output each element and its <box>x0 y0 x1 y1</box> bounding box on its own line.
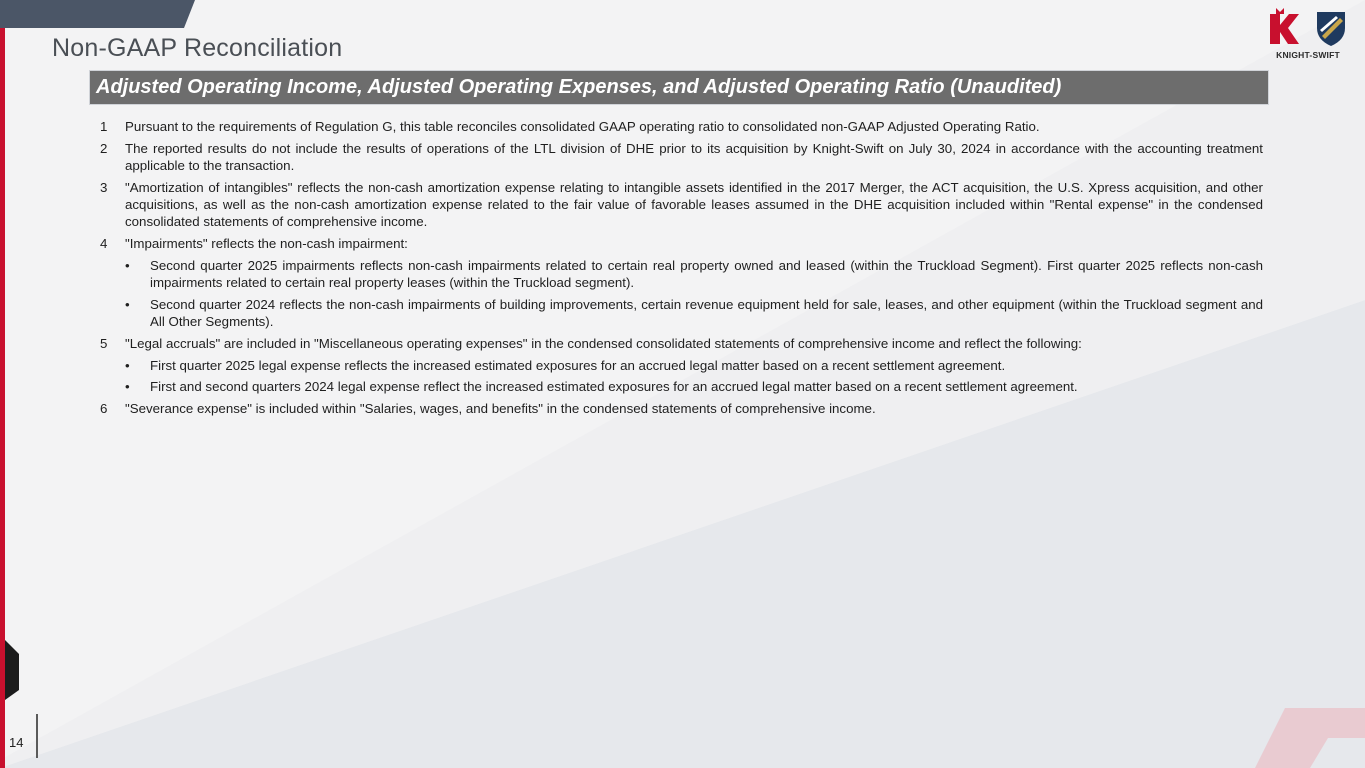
footnote-text: Pursuant to the requirements of Regulation G, this table reconciles consolidated GAAP operating ratio to consolidated non-GAAP Adjusted Operating Ratio. <box>125 119 1040 134</box>
section-title: Adjusted Operating Income, Adjusted Operating Expenses, and Adjusted Operating Ratio (Unaudited) <box>96 76 1062 98</box>
footnote-number: 6 <box>100 401 108 417</box>
footnote-text: "Impairments" reflects the non-cash impairment: <box>125 236 408 251</box>
footnote-number: 5 <box>100 335 108 351</box>
footnote-bullet <box>100 378 1263 395</box>
footnote-bullet <box>100 257 1263 291</box>
footnote-text: "Severance expense" is included within "Salaries, wages, and benefits" in the condensed statements of comprehensive income. <box>125 401 876 417</box>
top-header-tab <box>0 0 195 28</box>
footnote-number: 2 <box>100 140 108 156</box>
corner-decoration <box>1230 708 1365 768</box>
footnote-bullet <box>100 296 1263 330</box>
bottom-left-accent <box>5 640 19 700</box>
footnote-item <box>100 118 1263 135</box>
footnote-item <box>100 179 1263 231</box>
bullet-text: First and second quarters 2024 legal expense reflect the increased estimated exposures for an accrued legal matter based on a recent settlement agreement. <box>150 379 1078 395</box>
section-header-banner <box>89 70 1269 105</box>
page-title: Non-GAAP Reconciliation <box>52 34 343 62</box>
footnote-bullet <box>100 357 1263 374</box>
footnote-item <box>100 400 1263 417</box>
bullet-icon: • <box>125 379 130 395</box>
footnote-text: "Legal accruals" are included in "Miscellaneous operating expenses" in the condensed consolidated statements of comprehensive income and reflect the following: <box>125 335 1082 351</box>
footnote-text: "Amortization of intangibles" reflects the non-cash amortization expense relating to intangible assets identified in the 2017 Merger, the ACT acquisition, the U.S. Xpress acquisition, and other acquisitions, as well as the non-cash amortization expense related to the fair value of favorable leases assumed in the DHE acquisition included within "Rental expense" in the condensed consolidated statements of comprehensive income. <box>125 179 1263 230</box>
bullet-icon: • <box>125 357 130 373</box>
logo-wordmark: KNIGHT-SWIFT <box>1276 50 1340 60</box>
bullet-text: Second quarter 2024 reflects the non-cash impairments of building improvements, certain revenue equipment held for sale, leases, and other equipment (within the Truckload segment and All Other Segments). <box>150 296 1263 329</box>
bullet-text: Second quarter 2025 impairments reflects non-cash impairments related to certain real property owned and leased (within the Truckload Segment). First quarter 2025 reflects non-cash impairments related to certain real property leases (within the Truckload segment). <box>150 257 1263 290</box>
bullet-icon: • <box>125 257 130 273</box>
bullet-icon: • <box>125 296 130 312</box>
footnote-item <box>100 235 1263 252</box>
page-number: 14 <box>9 735 24 750</box>
footnote-item <box>100 140 1263 174</box>
bullet-text: First quarter 2025 legal expense reflects the increased estimated exposures for an accrued legal matter based on a recent settlement agreement. <box>150 357 1006 373</box>
footnotes-list <box>100 118 1263 422</box>
footnote-item <box>100 335 1263 352</box>
footnote-number: 4 <box>100 236 108 251</box>
footnote-number: 3 <box>100 179 108 195</box>
footnote-text: The reported results do not include the results of operations of the LTL division of DHE prior to its acquisition by Knight-Swift on July 30, 2024 in accordance with the accounting treatment applicable to the transaction. <box>125 140 1263 173</box>
page-number-divider <box>36 714 38 758</box>
footnote-number: 1 <box>100 119 108 134</box>
